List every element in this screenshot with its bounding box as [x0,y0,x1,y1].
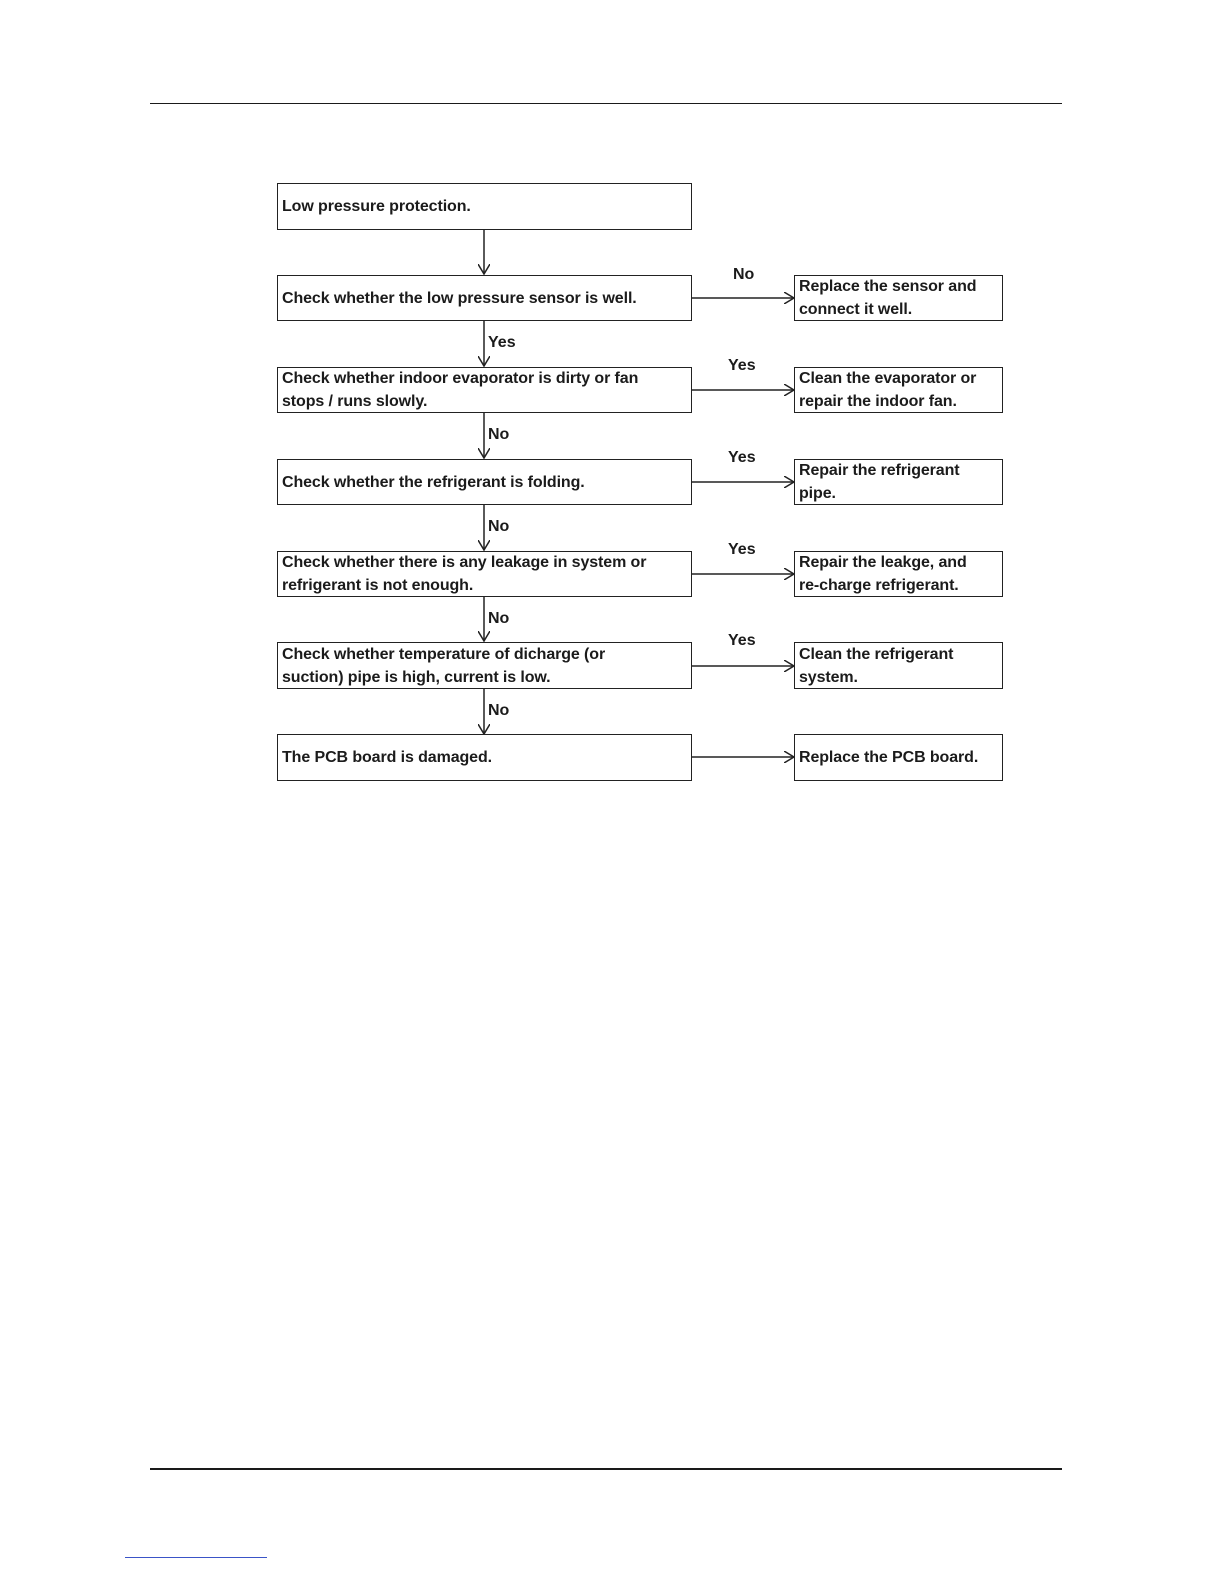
footer-rule [150,1468,1062,1470]
action-box-6 [794,734,1003,781]
action-box-text: Repair the refrigerant pipe. [799,462,960,502]
side-label-5: Yes [728,632,756,649]
action-box-text: Clean the evaporator or repair the indoor fan. [799,370,977,410]
action-box-text: Clean the refrigerant system. [799,645,954,686]
check-box-3 [277,459,692,505]
down-label-1: Yes [488,334,516,351]
check-box-text: Check whether the low pressure sensor is well. [282,289,637,307]
check-box-text: The PCB board is damaged. [282,749,492,766]
down-label-3: No [488,518,510,535]
check-box-6 [277,734,692,781]
action-box-text: Replace the sensor and connect it well. [799,278,977,318]
action-box-text: Replace the PCB board. [799,749,979,766]
check-box-2 [277,367,692,413]
action-box-1 [794,275,1003,321]
start-box-text: Low pressure protection. [282,198,471,215]
side-label-1: No [733,266,755,283]
check-box-text: Check whether there is any leakage in system or refrigerant is not enough. [282,554,647,594]
check-box-text: Check whether temperature of dicharge (or suction) pipe is high, current is low. [282,645,606,686]
side-label-4: Yes [728,541,756,558]
check-box-4 [277,551,692,597]
down-label-4: No [488,610,510,627]
check-box-1 [277,275,692,321]
down-label-2: No [488,426,510,443]
action-box-2 [794,367,1003,413]
check-box-5 [277,642,692,689]
action-box-3 [794,459,1003,505]
side-label-3: Yes [728,449,756,466]
check-box-text: Check whether the refrigerant is folding. [282,473,585,491]
action-box-text: Repair the leakge, and re-charge refrigerant. [799,554,967,594]
action-box-4 [794,551,1003,597]
footer-link-underline [125,1557,267,1558]
action-box-5 [794,642,1003,689]
side-label-2: Yes [728,357,756,374]
start-box [277,183,692,230]
down-label-5: No [488,702,510,719]
check-box-text: Check whether indoor evaporator is dirty or fan stops / runs slowly. [282,370,639,410]
